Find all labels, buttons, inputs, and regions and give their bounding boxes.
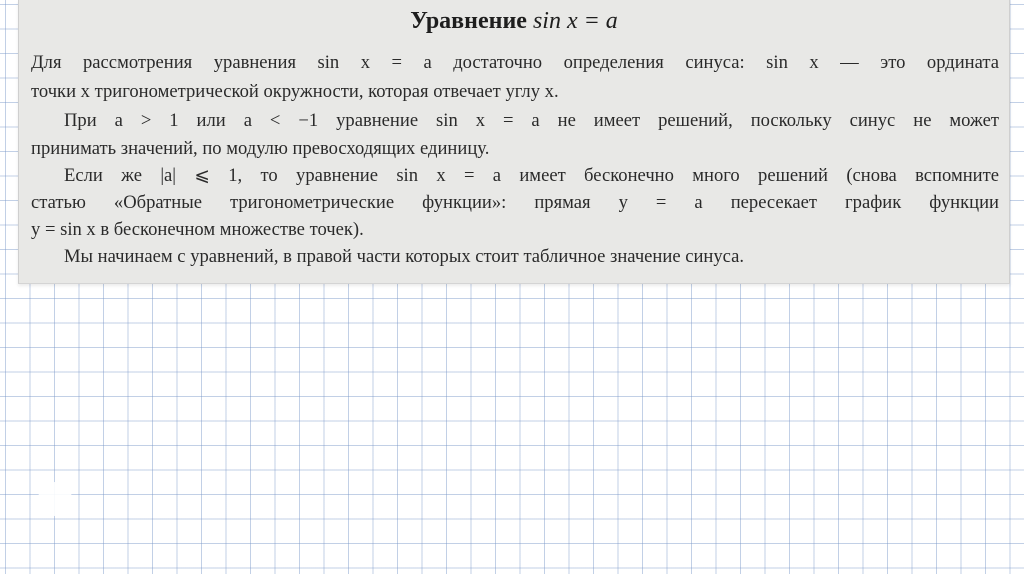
text-line-3: При a > 1 или a < −1 уравнение sin x = a не имеет решений, поскольку синус не может [64, 110, 999, 131]
text-line-8: Мы начинаем с уравнений, в правой части которых стоит табличное значение синуса. [64, 246, 745, 267]
text-line-5: Если же |a| ⩽ 1, то уравнение sin x = a имеет бесконечно много решений (снова вспомните [64, 165, 999, 186]
text-line-2: точки x тригонометрической окружности, которая отвечает углу x. [31, 81, 559, 102]
page-title [19, 8, 1009, 35]
text-card [18, 0, 1010, 284]
text-line-4: принимать значений, по модулю превосходящих единицу. [31, 138, 490, 159]
white-circle-marker [38, 482, 72, 516]
text-line-7: y = sin x в бесконечном множестве точек). [31, 219, 364, 240]
title-formula: sin x = a [532, 8, 618, 34]
text-line-6: статью «Обратные тригонометрические функции»: прямая y = a пересекает график функции [31, 192, 999, 213]
title-word: Уравнение [410, 8, 527, 34]
text-line-1: Для рассмотрения уравнения sin x = a достаточно определения синуса: sin x — это ордината [31, 52, 999, 73]
